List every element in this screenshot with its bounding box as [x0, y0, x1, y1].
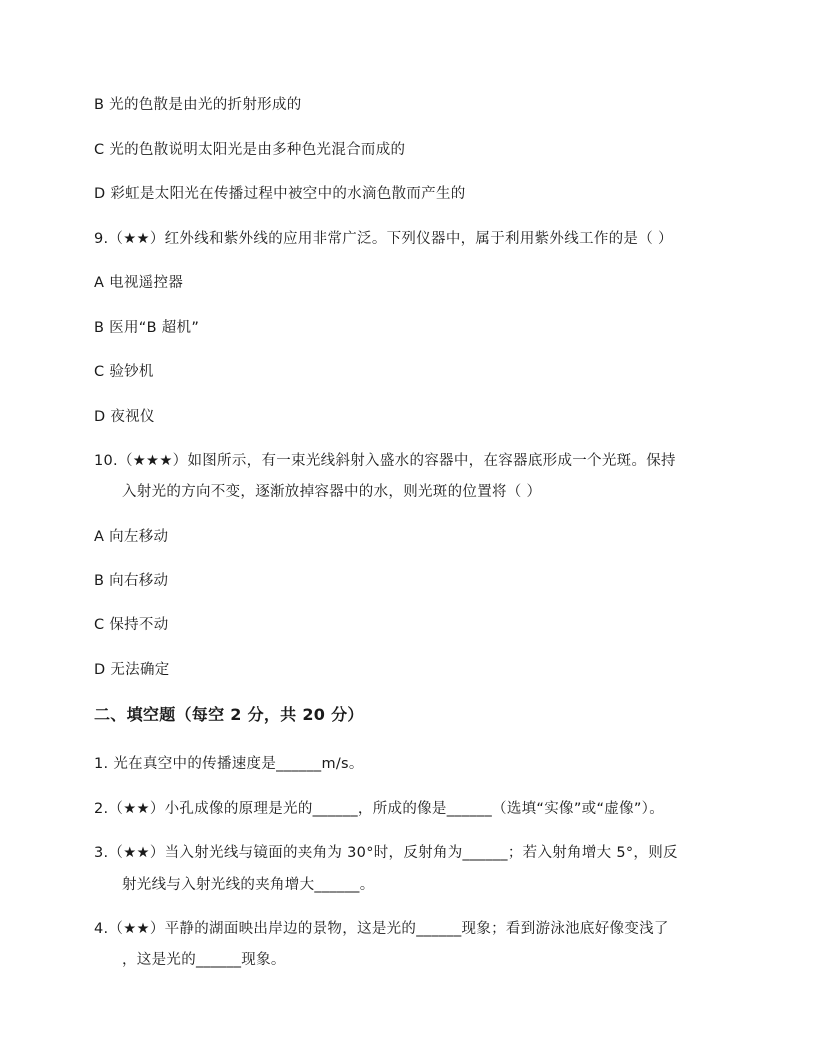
q10-option-c: C 保持不动 [94, 617, 169, 633]
q9-option-b: B 医用“B 超机” [94, 320, 200, 336]
fill-q4-line1: 4.（★★）平静的湖面映出岸边的景物，这是光的______现象；看到游泳池底好像变浅了 [94, 921, 669, 937]
section-heading: 二、填空题（每空 2 分，共 20 分） [94, 705, 364, 724]
q10-stem-line1: 10.（★★★）如图所示，有一束光线斜射入盛水的容器中，在容器底形成一个光斑。保持 [94, 453, 676, 469]
q9-option-d: D 夜视仪 [94, 409, 155, 425]
q8-option-b: B 光的色散是由光的折射形成的 [94, 97, 302, 113]
fill-q3-line2: 射光线与入射光线的夹角增大______。 [122, 877, 375, 893]
q9-option-a: A 电视遥控器 [94, 275, 184, 291]
q10-option-d: D 无法确定 [94, 662, 170, 678]
q10-stem-line2: 入射光的方向不变，逐渐放掉容器中的水，则光斑的位置将（ ） [122, 484, 542, 500]
q8-option-c: C 光的色散说明太阳光是由多种色光混合而成的 [94, 142, 406, 158]
fill-q4-line2: ，这是光的______现象。 [122, 952, 286, 968]
fill-q2: 2.（★★）小孔成像的原理是光的______，所成的像是______（选填“实像”或“虚像”）。 [94, 801, 665, 817]
q10-option-b: B 向右移动 [94, 573, 169, 589]
q10-option-a: A 向左移动 [94, 529, 169, 545]
fill-q1: 1. 光在真空中的传播速度是______m/s。 [94, 756, 364, 772]
fill-q3-line1: 3.（★★）当入射光线与镜面的夹角为 30°时，反射角为______；若入射角增大 5°，则反 [94, 845, 678, 861]
q9-stem: 9.（★★）红外线和紫外线的应用非常广泛。下列仪器中，属于利用紫外线工作的是（ ） [94, 231, 673, 247]
q8-option-d: D 彩虹是太阳光在传播过程中被空中的水滴色散而产生的 [94, 186, 466, 202]
q9-option-c: C 验钞机 [94, 364, 154, 380]
